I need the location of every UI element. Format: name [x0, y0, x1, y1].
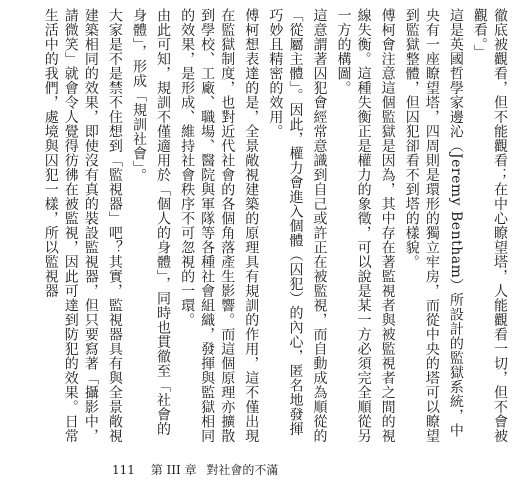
- page-number: 111: [112, 463, 135, 477]
- paragraph-bentham: [402, 8, 470, 448]
- paragraph-surveillance-camera: [41, 8, 129, 448]
- chapter-label: 第 III 章: [150, 463, 197, 477]
- paragraph-text: 由此可知，規訓不僅適用於「個人的身體」，同時也貫徹至「社會的身體」，形成「規訓社會」。: [130, 8, 171, 436]
- chapter-title: 對社會的不滿: [206, 463, 279, 477]
- paragraph-text: 這意謂著囚犯會經常意識到自己或許正在被監視，而自動成為順從的「從屬主體」。因此，權力會進入個體（囚犯）的內心，匿名地發揮巧妙且精密的效用。: [267, 8, 328, 443]
- paragraph-discipline-society: [129, 8, 177, 448]
- paragraph-text: 這是英國哲學家邊沁（Jeremy Bentham）所設計的監獄系統，中央有一座瞭望塔，四周則是環形的獨立牢房，而從中央的塔可以瞭望到監獄整體，但囚犯卻看不到塔的樣貌。: [403, 8, 464, 443]
- vertical-text-body: [42, 8, 510, 448]
- paragraph-text: 傅柯會注意這個監獄是因為，其中存在著監視者與被監視者之間的視線失衡。這種失衡正是權力的象徵，可以說是某一方必須完全順從另一方的構圖。: [335, 8, 396, 443]
- paragraph-subject: [265, 8, 333, 448]
- paragraph-foucault-gaze: [333, 8, 401, 448]
- paragraph-text: 大家是不是禁不住想到「監視器」吧？其實，監視器具有與全景敞視建築相同的效果，即使沒有真的裝設監視器，但只要寫著「攝影中，請微笑」就會令人覺得彷彿在被監視，因此可達到防犯的效果。日常生活中的我們，處境與囚犯一樣，所以監視器: [42, 8, 123, 443]
- paragraph-continued: 徹底被觀看，但不能觀看；在中心瞭望塔，人能觀看一切，但不會被觀看。」: [471, 8, 508, 443]
- paragraph-panopticon-principle: [177, 8, 265, 448]
- page-footer: [112, 462, 284, 478]
- paragraph-text: 傅柯想表達的是，全景敞視建築的原理具有規訓的作用，這不僅出現在監獄制度，也對近代社會的各個角落產生影響。而這個原理亦擴散到學校、工廠、職場、醫院與軍隊等各種社會組織，發揮與監獄相同的效果，是形成、維持社會秩序不可忽視的一環。: [179, 8, 260, 443]
